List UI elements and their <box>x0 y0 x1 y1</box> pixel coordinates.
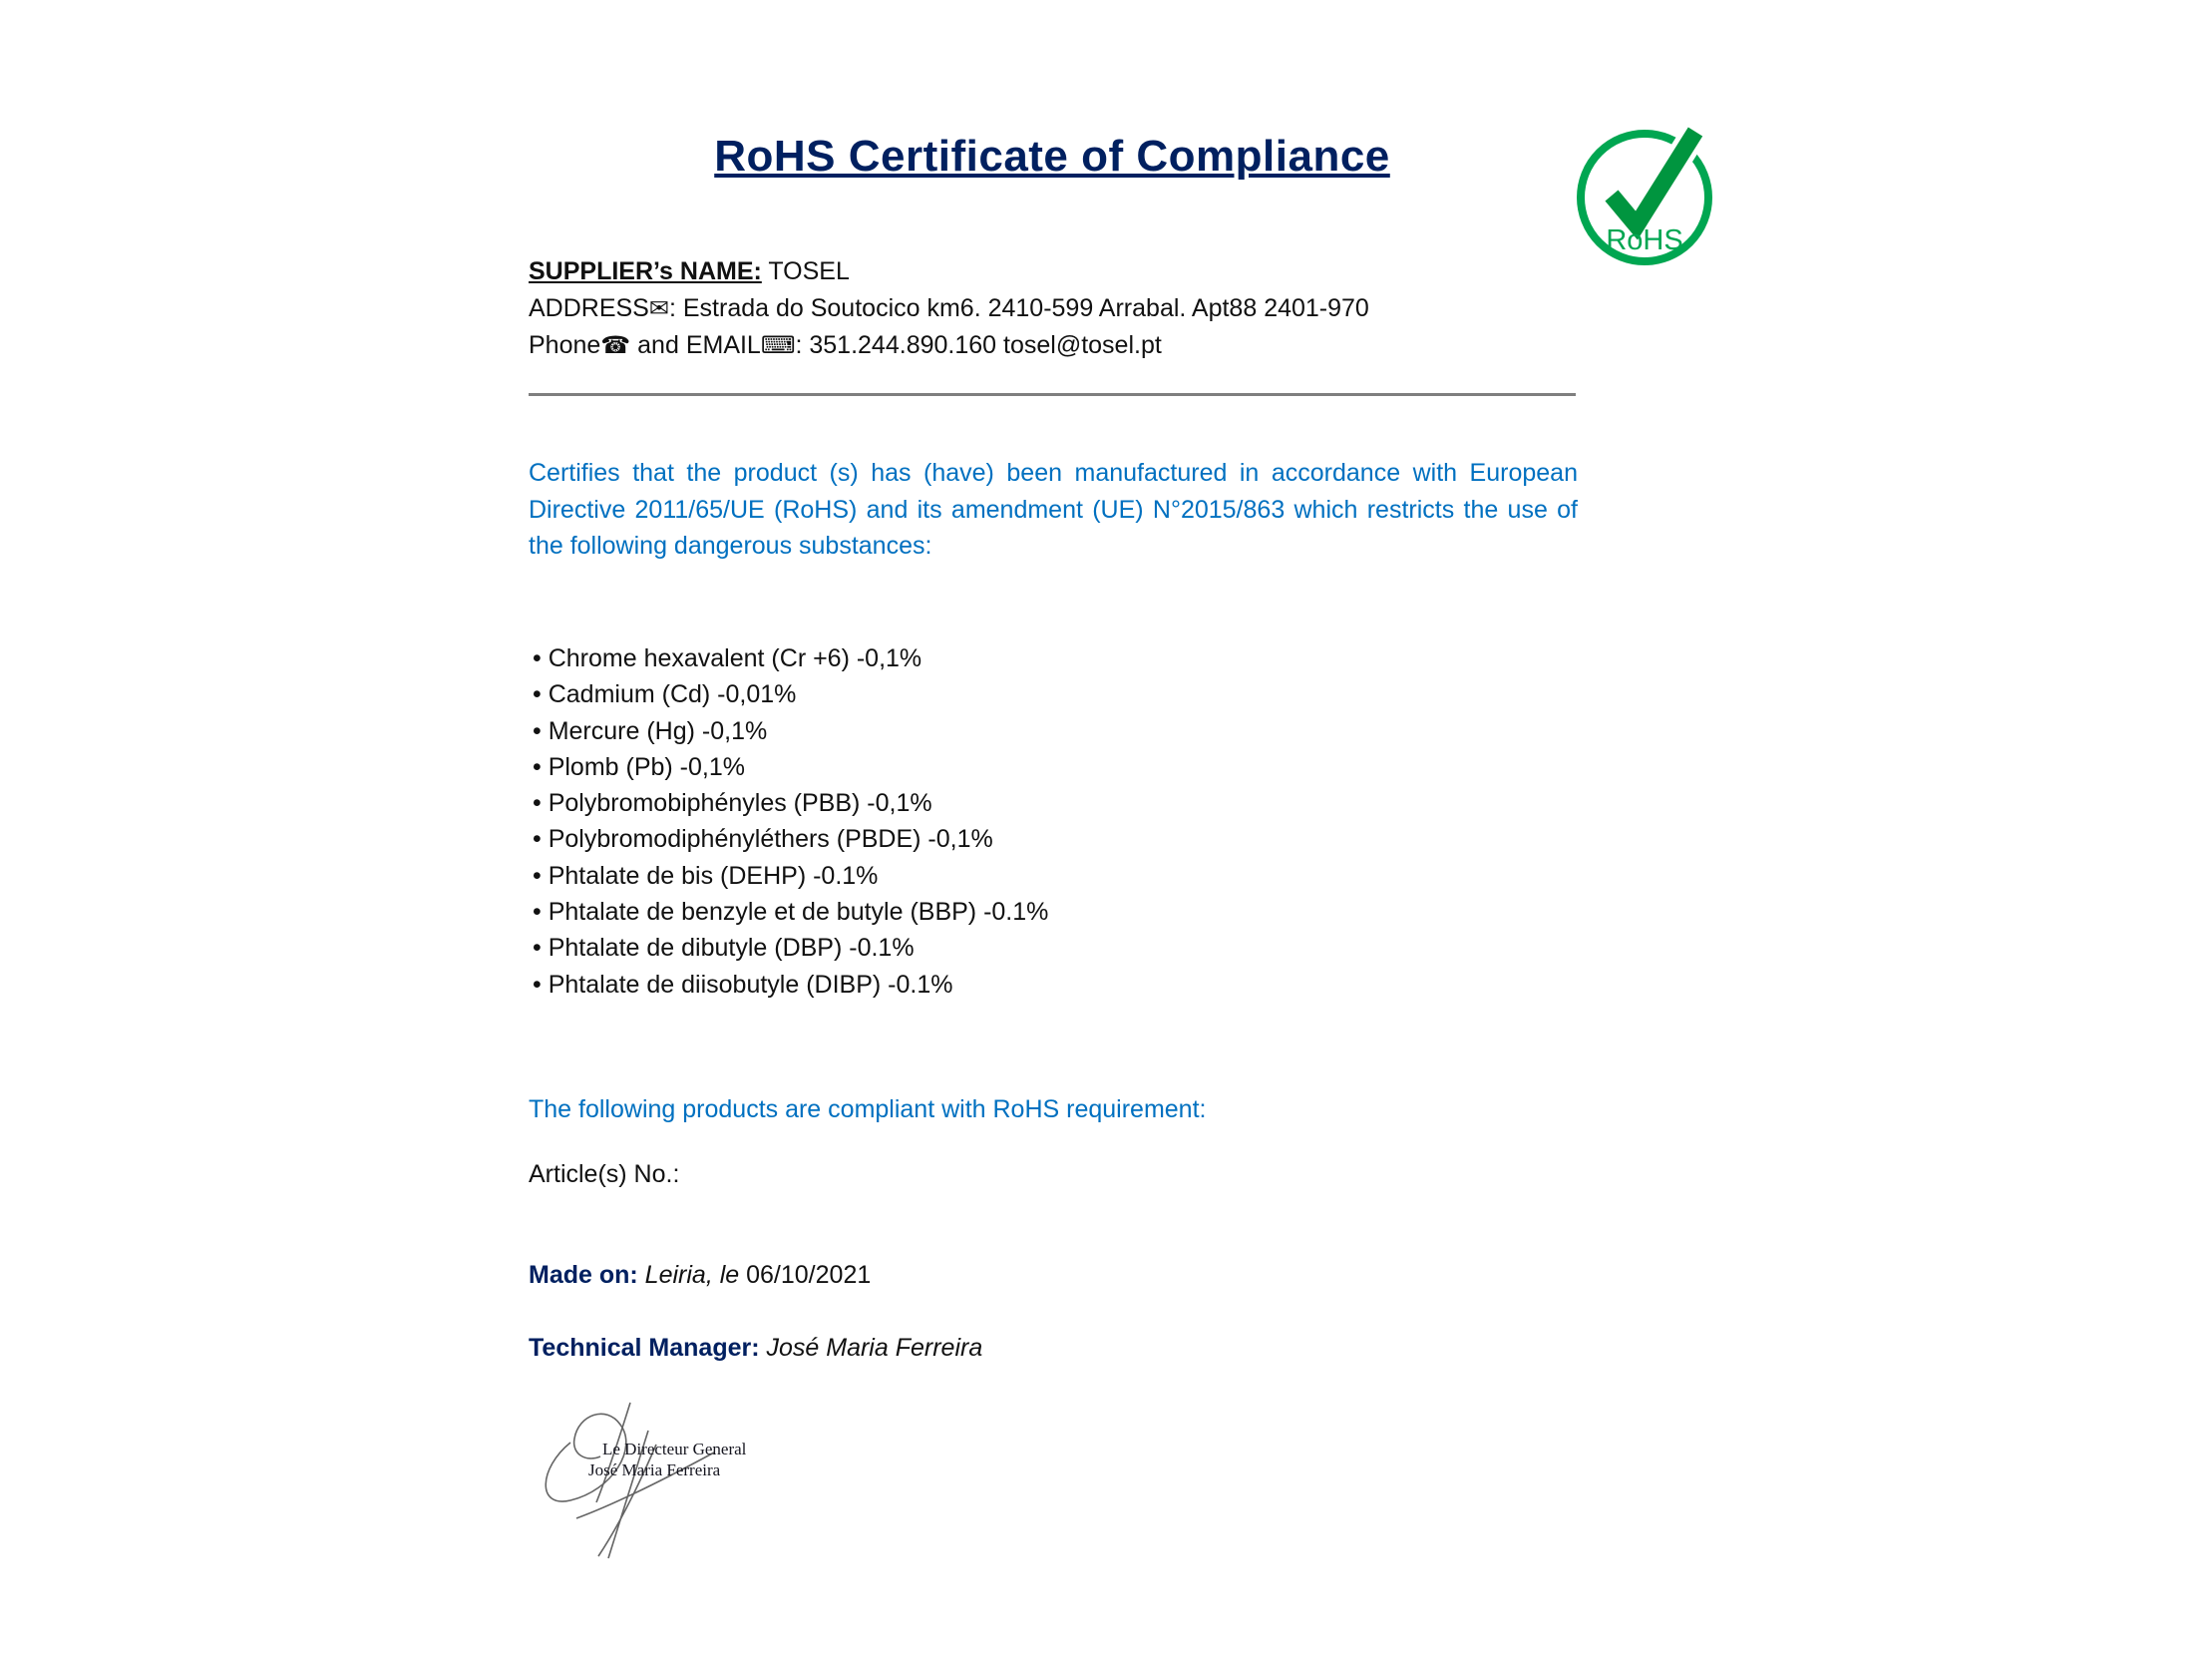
horizontal-divider <box>529 393 1576 396</box>
substance-item: • Mercure (Hg) -0,1% <box>533 713 1582 749</box>
manager-label: Technical Manager: <box>529 1334 760 1362</box>
made-on-label: Made on: <box>529 1261 638 1289</box>
manager-line <box>529 1334 1578 1363</box>
email-label: and EMAIL <box>637 331 761 359</box>
substance-item: • Polybromodiphényléthers (PBDE) -0,1% <box>533 821 1582 857</box>
supplier-name-line <box>529 253 1578 290</box>
substance-item: • Phtalate de diisobutyle (DIBP) -0.1% <box>533 967 1582 1003</box>
rohs-logo-graphic <box>1572 114 1723 271</box>
made-on-date: 06/10/2021 <box>746 1261 872 1289</box>
computer-icon: ⌨ <box>760 332 796 359</box>
signature-text <box>588 1439 748 1480</box>
rohs-logo-text: RoHS <box>1606 224 1683 256</box>
substance-item: • Phtalate de benzyle et de butyle (BBP) -0.1% <box>533 894 1582 930</box>
page-title: RoHS Certificate of Compliance <box>714 132 1390 181</box>
substance-item: • Chrome hexavalent (Cr +6) -0,1% <box>533 640 1582 676</box>
made-on-line <box>529 1261 1578 1290</box>
signature-scribble <box>537 1401 766 1570</box>
certification-paragraph: Certifies that the product (s) has (have) been manufactured in accordance with European Directive 2011/65/UE (RoHS) and its amendment (UE) N°2015/863 which restricts the use of the following dangerous substances: <box>529 459 1578 560</box>
telephone-icon: ☎ <box>600 332 631 359</box>
articles-label: Article(s) No.: <box>529 1160 680 1188</box>
manager-name: José Maria Ferreira <box>766 1334 983 1362</box>
substance-item: • Phtalate de bis (DEHP) -0.1% <box>533 858 1582 894</box>
substance-item: • Cadmium (Cd) -0,01% <box>533 676 1582 712</box>
phone-label: Phone <box>529 331 601 359</box>
supplier-name-label: SUPPLIER’s NAME: <box>529 257 762 285</box>
substances-list <box>533 640 1582 1003</box>
substance-item: • Phtalate de dibutyle (DBP) -0.1% <box>533 930 1582 966</box>
signature-block <box>537 1401 766 1570</box>
supplier-block <box>529 253 1578 364</box>
signature-name: José Maria Ferreira <box>588 1460 721 1479</box>
compliance-statement: The following products are compliant with RoHS requirement: <box>529 1095 1207 1123</box>
signature-title: Le Directeur General <box>602 1440 747 1458</box>
substance-item: • Polybromobiphényles (PBB) -0,1% <box>533 785 1582 821</box>
address-label: ADDRESS <box>529 294 649 322</box>
address-value: : Estrada do Soutocico km6. 2410-599 Arrabal. Apt88 2401-970 <box>668 294 1369 322</box>
envelope-icon: ✉ <box>648 295 669 322</box>
contact-value: : 351.244.890.160 tosel@tosel.pt <box>795 331 1162 359</box>
rohs-logo <box>1572 114 1723 271</box>
made-on-place: Leiria, le <box>644 1261 740 1289</box>
supplier-name-value: TOSEL <box>768 257 850 285</box>
substance-item: • Plomb (Pb) -0,1% <box>533 749 1582 785</box>
supplier-contact-line <box>529 327 1578 364</box>
supplier-address-line <box>529 290 1578 327</box>
